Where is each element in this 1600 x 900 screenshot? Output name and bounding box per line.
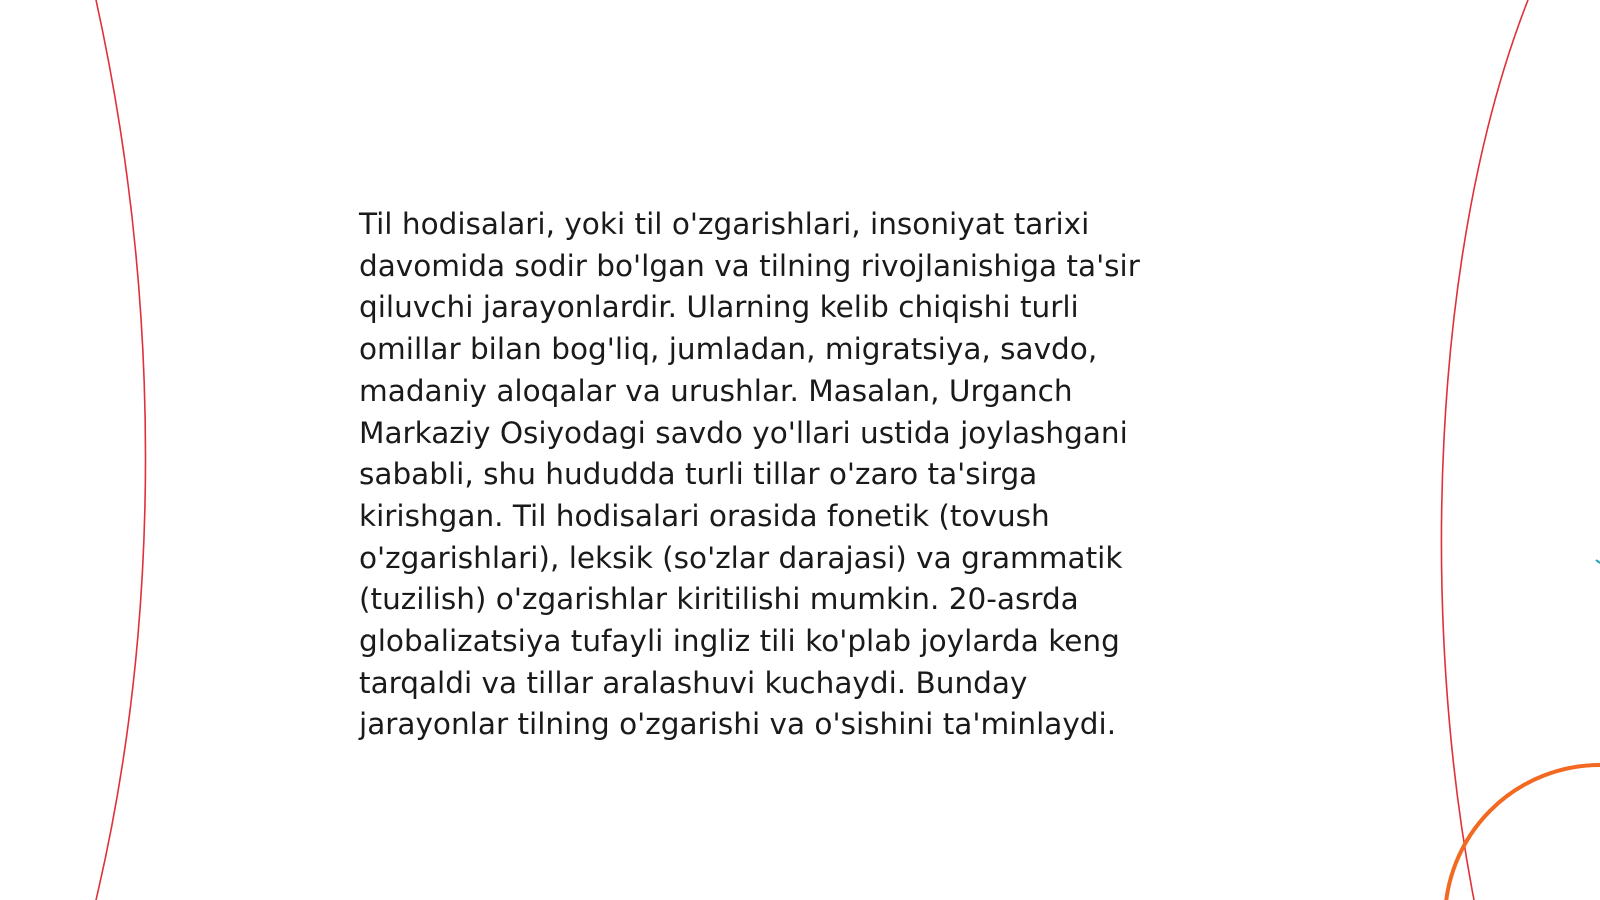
accent-tick-decoration	[1596, 560, 1600, 563]
left-arc-decoration	[96, 0, 146, 900]
right-arc-decoration	[1441, 0, 1528, 900]
body-paragraph: Til hodisalari, yoki til o'zgarishlari, insoniyat tarixi davomida sodir bo'lgan va tilning rivojlanishiga ta'sir qiluvchi jarayonlardir. Ularning kelib chiqishi turli omillar bilan bog'liq, jumladan, migratsiya, savdo, madaniy aloqalar va urushlar. Masalan, Urganch Markaziy Osiyodagi savdo yo'llari ustida joylashgani sababli, shu hududda turli tillar o'zaro ta'sirga kirishgan. Til hodisalari orasida fonetik (tovush o'zgarishlari), leksik (so'zlar darajasi) va grammatik (tuzilish) o'zgarishlar kiritilishi mumkin. 20-asrda globalizatsiya tufayli ingliz tili ko'plab joylarda keng tarqaldi va tillar aralashuvi kuchaydi. Bunday jarayonlar tilning o'zgarishi va o'sishini ta'minlaydi.	[359, 207, 1140, 742]
corner-circle-decoration	[1445, 765, 1600, 900]
